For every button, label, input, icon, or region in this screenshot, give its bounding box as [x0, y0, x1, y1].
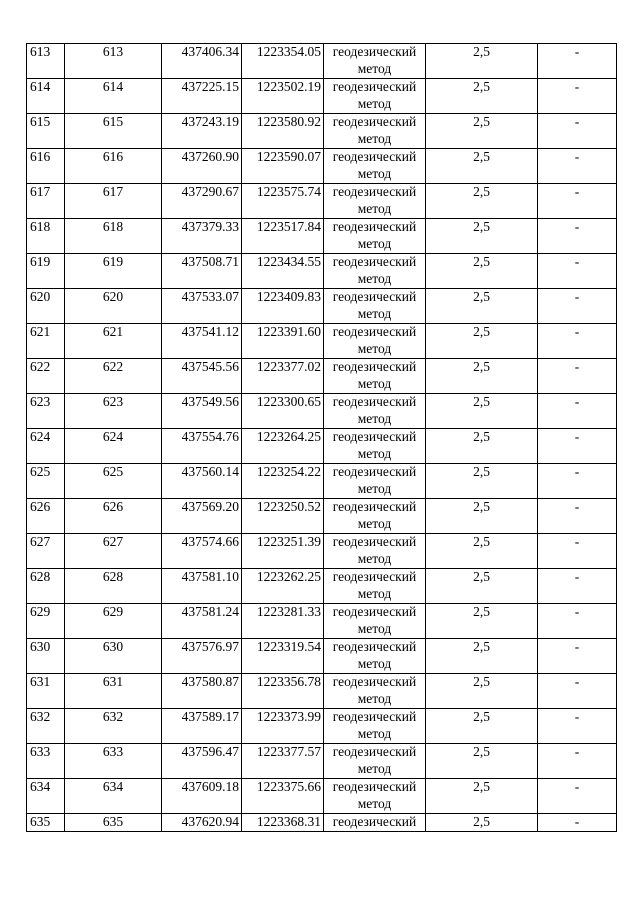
description-cell: - — [538, 149, 617, 184]
table-row — [27, 464, 617, 499]
table-row — [27, 79, 617, 114]
description-cell: - — [538, 604, 617, 639]
point-number-cell: 619 — [27, 254, 65, 289]
method-cell — [324, 219, 426, 254]
accuracy-cell: 2,5 — [426, 44, 538, 79]
coordinates-table — [26, 43, 617, 832]
method-line-1: геодезический — [332, 114, 417, 129]
point-number-cell: 627 — [27, 534, 65, 569]
point-number-repeat-cell: 625 — [65, 464, 162, 499]
method-cell — [324, 289, 426, 324]
method-cell — [324, 604, 426, 639]
method-line-2: метод — [357, 235, 392, 251]
table-row — [27, 44, 617, 79]
table-row — [27, 534, 617, 569]
accuracy-cell: 2,5 — [426, 639, 538, 674]
y-coordinate-cell: 1223300.65 — [242, 394, 324, 429]
method-line-2: метод — [357, 690, 392, 706]
method-cell — [324, 79, 426, 114]
x-coordinate-cell: 437560.14 — [162, 464, 242, 499]
method-line-2: метод — [357, 305, 392, 321]
method-cell — [324, 534, 426, 569]
x-coordinate-cell: 437581.10 — [162, 569, 242, 604]
method-cell — [324, 744, 426, 779]
point-number-repeat-cell: 628 — [65, 569, 162, 604]
method-line-1: геодезический — [332, 744, 417, 759]
description-cell: - — [538, 184, 617, 219]
method-line-2: метод — [357, 515, 392, 531]
point-number-cell: 623 — [27, 394, 65, 429]
y-coordinate-cell: 1223354.05 — [242, 44, 324, 79]
table-row — [27, 429, 617, 464]
method-line-1: геодезический — [332, 814, 417, 829]
description-cell: - — [538, 219, 617, 254]
method-cell — [324, 429, 426, 464]
point-number-cell: 635 — [27, 814, 65, 832]
coordinates-table-body — [27, 44, 617, 832]
description-cell: - — [538, 534, 617, 569]
point-number-repeat-cell: 631 — [65, 674, 162, 709]
method-line-1: геодезический — [332, 324, 417, 339]
method-cell — [324, 709, 426, 744]
point-number-repeat-cell: 635 — [65, 814, 162, 832]
table-row — [27, 744, 617, 779]
method-cell — [324, 324, 426, 359]
accuracy-cell: 2,5 — [426, 79, 538, 114]
y-coordinate-cell: 1223590.07 — [242, 149, 324, 184]
point-number-repeat-cell: 617 — [65, 184, 162, 219]
method-line-1: геодезический — [332, 534, 417, 549]
point-number-cell: 616 — [27, 149, 65, 184]
method-line-2: метод — [357, 795, 392, 811]
y-coordinate-cell: 1223251.39 — [242, 534, 324, 569]
accuracy-cell: 2,5 — [426, 149, 538, 184]
y-coordinate-cell: 1223356.78 — [242, 674, 324, 709]
x-coordinate-cell: 437576.97 — [162, 639, 242, 674]
description-cell: - — [538, 359, 617, 394]
y-coordinate-cell: 1223377.57 — [242, 744, 324, 779]
accuracy-cell: 2,5 — [426, 604, 538, 639]
table-row — [27, 709, 617, 744]
method-cell — [324, 639, 426, 674]
method-line-2: метод — [357, 585, 392, 601]
method-line-1: геодезический — [332, 499, 417, 514]
point-number-cell: 618 — [27, 219, 65, 254]
y-coordinate-cell: 1223580.92 — [242, 114, 324, 149]
point-number-cell: 628 — [27, 569, 65, 604]
table-row — [27, 289, 617, 324]
method-line-2: метод — [357, 95, 392, 111]
method-line-2: метод — [357, 480, 392, 496]
x-coordinate-cell: 437620.94 — [162, 814, 242, 832]
method-line-1: геодезический — [332, 359, 417, 374]
x-coordinate-cell: 437609.18 — [162, 779, 242, 814]
table-row — [27, 674, 617, 709]
method-cell — [324, 254, 426, 289]
accuracy-cell: 2,5 — [426, 114, 538, 149]
y-coordinate-cell: 1223264.25 — [242, 429, 324, 464]
method-line-2: метод — [357, 130, 392, 146]
description-cell: - — [538, 114, 617, 149]
accuracy-cell: 2,5 — [426, 744, 538, 779]
point-number-cell: 615 — [27, 114, 65, 149]
method-cell — [324, 359, 426, 394]
point-number-cell: 620 — [27, 289, 65, 324]
method-line-1: геодезический — [332, 779, 417, 794]
point-number-cell: 622 — [27, 359, 65, 394]
method-line-2: метод — [357, 270, 392, 286]
accuracy-cell: 2,5 — [426, 219, 538, 254]
accuracy-cell: 2,5 — [426, 429, 538, 464]
y-coordinate-cell: 1223517.84 — [242, 219, 324, 254]
method-line-1: геодезический — [332, 184, 417, 199]
method-line-1: геодезический — [332, 289, 417, 304]
description-cell: - — [538, 254, 617, 289]
method-line-1: геодезический — [332, 79, 417, 94]
method-line-1: геодезический — [332, 604, 417, 619]
x-coordinate-cell: 437290.67 — [162, 184, 242, 219]
description-cell: - — [538, 394, 617, 429]
method-line-2: метод — [357, 725, 392, 741]
method-line-1: геодезический — [332, 149, 417, 164]
y-coordinate-cell: 1223262.25 — [242, 569, 324, 604]
accuracy-cell: 2,5 — [426, 184, 538, 219]
x-coordinate-cell: 437580.87 — [162, 674, 242, 709]
table-row — [27, 639, 617, 674]
y-coordinate-cell: 1223377.02 — [242, 359, 324, 394]
table-row — [27, 499, 617, 534]
method-line-1: геодезический — [332, 394, 417, 409]
accuracy-cell: 2,5 — [426, 254, 538, 289]
table-row — [27, 394, 617, 429]
x-coordinate-cell: 437379.33 — [162, 219, 242, 254]
method-line-1: геодезический — [332, 254, 417, 269]
x-coordinate-cell: 437581.24 — [162, 604, 242, 639]
method-line-1: геодезический — [332, 219, 417, 234]
point-number-cell: 634 — [27, 779, 65, 814]
point-number-repeat-cell: 616 — [65, 149, 162, 184]
method-cell — [324, 184, 426, 219]
accuracy-cell: 2,5 — [426, 324, 538, 359]
description-cell: - — [538, 674, 617, 709]
description-cell: - — [538, 779, 617, 814]
point-number-cell: 625 — [27, 464, 65, 499]
y-coordinate-cell: 1223575.74 — [242, 184, 324, 219]
point-number-repeat-cell: 615 — [65, 114, 162, 149]
table-row — [27, 569, 617, 604]
description-cell: - — [538, 79, 617, 114]
method-cell — [324, 569, 426, 604]
y-coordinate-cell: 1223502.19 — [242, 79, 324, 114]
point-number-repeat-cell: 619 — [65, 254, 162, 289]
method-cell — [324, 149, 426, 184]
point-number-cell: 626 — [27, 499, 65, 534]
description-cell: - — [538, 639, 617, 674]
description-cell: - — [538, 44, 617, 79]
table-row — [27, 254, 617, 289]
point-number-cell: 621 — [27, 324, 65, 359]
point-number-repeat-cell: 632 — [65, 709, 162, 744]
method-line-1: геодезический — [332, 569, 417, 584]
method-cell — [324, 464, 426, 499]
method-line-1: геодезический — [332, 639, 417, 654]
point-number-repeat-cell: 621 — [65, 324, 162, 359]
accuracy-cell: 2,5 — [426, 394, 538, 429]
method-line-2: метод — [357, 620, 392, 636]
point-number-cell: 632 — [27, 709, 65, 744]
table-row — [27, 324, 617, 359]
method-cell — [324, 394, 426, 429]
x-coordinate-cell: 437260.90 — [162, 149, 242, 184]
method-line-2: метод — [357, 445, 392, 461]
point-number-repeat-cell: 623 — [65, 394, 162, 429]
description-cell: - — [538, 744, 617, 779]
accuracy-cell: 2,5 — [426, 779, 538, 814]
accuracy-cell: 2,5 — [426, 359, 538, 394]
point-number-repeat-cell: 634 — [65, 779, 162, 814]
description-cell: - — [538, 814, 617, 832]
point-number-repeat-cell: 620 — [65, 289, 162, 324]
x-coordinate-cell: 437541.12 — [162, 324, 242, 359]
point-number-repeat-cell: 613 — [65, 44, 162, 79]
method-cell — [324, 814, 426, 832]
point-number-repeat-cell: 629 — [65, 604, 162, 639]
x-coordinate-cell: 437569.20 — [162, 499, 242, 534]
method-line-1: геодезический — [332, 709, 417, 724]
method-line-1: геодезический — [332, 429, 417, 444]
x-coordinate-cell: 437545.56 — [162, 359, 242, 394]
table-row — [27, 814, 617, 832]
x-coordinate-cell: 437596.47 — [162, 744, 242, 779]
description-cell: - — [538, 709, 617, 744]
accuracy-cell: 2,5 — [426, 534, 538, 569]
description-cell: - — [538, 429, 617, 464]
method-cell — [324, 779, 426, 814]
description-cell: - — [538, 499, 617, 534]
table-row — [27, 779, 617, 814]
y-coordinate-cell: 1223368.31 — [242, 814, 324, 832]
table-row — [27, 149, 617, 184]
method-line-2: метод — [357, 760, 392, 776]
description-cell: - — [538, 569, 617, 604]
table-row — [27, 359, 617, 394]
accuracy-cell: 2,5 — [426, 709, 538, 744]
point-number-repeat-cell: 622 — [65, 359, 162, 394]
accuracy-cell: 2,5 — [426, 464, 538, 499]
method-line-1: геодезический — [332, 674, 417, 689]
table-row — [27, 114, 617, 149]
point-number-cell: 630 — [27, 639, 65, 674]
y-coordinate-cell: 1223281.33 — [242, 604, 324, 639]
x-coordinate-cell: 437508.71 — [162, 254, 242, 289]
y-coordinate-cell: 1223373.99 — [242, 709, 324, 744]
y-coordinate-cell: 1223409.83 — [242, 289, 324, 324]
method-line-2: метод — [357, 200, 392, 216]
point-number-cell: 617 — [27, 184, 65, 219]
y-coordinate-cell: 1223391.60 — [242, 324, 324, 359]
x-coordinate-cell: 437549.56 — [162, 394, 242, 429]
method-line-2: метод — [357, 410, 392, 426]
accuracy-cell: 2,5 — [426, 814, 538, 832]
table-row — [27, 219, 617, 254]
x-coordinate-cell: 437589.17 — [162, 709, 242, 744]
point-number-repeat-cell: 618 — [65, 219, 162, 254]
x-coordinate-cell: 437533.07 — [162, 289, 242, 324]
description-cell: - — [538, 289, 617, 324]
x-coordinate-cell: 437406.34 — [162, 44, 242, 79]
x-coordinate-cell: 437225.15 — [162, 79, 242, 114]
description-cell: - — [538, 464, 617, 499]
point-number-cell: 613 — [27, 44, 65, 79]
method-cell — [324, 674, 426, 709]
point-number-repeat-cell: 627 — [65, 534, 162, 569]
point-number-cell: 631 — [27, 674, 65, 709]
description-cell: - — [538, 324, 617, 359]
table-row — [27, 604, 617, 639]
table-row — [27, 184, 617, 219]
method-line-1: геодезический — [332, 44, 417, 59]
point-number-repeat-cell: 630 — [65, 639, 162, 674]
method-line-2: метод — [357, 340, 392, 356]
accuracy-cell: 2,5 — [426, 289, 538, 324]
method-line-2: метод — [357, 655, 392, 671]
accuracy-cell: 2,5 — [426, 499, 538, 534]
point-number-cell: 633 — [27, 744, 65, 779]
point-number-repeat-cell: 633 — [65, 744, 162, 779]
point-number-repeat-cell: 626 — [65, 499, 162, 534]
method-cell — [324, 44, 426, 79]
method-cell — [324, 114, 426, 149]
method-line-2: метод — [357, 550, 392, 566]
y-coordinate-cell: 1223319.54 — [242, 639, 324, 674]
point-number-cell: 624 — [27, 429, 65, 464]
y-coordinate-cell: 1223434.55 — [242, 254, 324, 289]
point-number-cell: 629 — [27, 604, 65, 639]
x-coordinate-cell: 437243.19 — [162, 114, 242, 149]
point-number-repeat-cell: 624 — [65, 429, 162, 464]
y-coordinate-cell: 1223375.66 — [242, 779, 324, 814]
method-line-1: геодезический — [332, 464, 417, 479]
method-line-2: метод — [357, 375, 392, 391]
y-coordinate-cell: 1223254.22 — [242, 464, 324, 499]
method-cell — [324, 499, 426, 534]
accuracy-cell: 2,5 — [426, 674, 538, 709]
method-line-2: метод — [357, 165, 392, 181]
point-number-repeat-cell: 614 — [65, 79, 162, 114]
x-coordinate-cell: 437574.66 — [162, 534, 242, 569]
point-number-cell: 614 — [27, 79, 65, 114]
accuracy-cell: 2,5 — [426, 569, 538, 604]
x-coordinate-cell: 437554.76 — [162, 429, 242, 464]
y-coordinate-cell: 1223250.52 — [242, 499, 324, 534]
method-line-2: метод — [357, 60, 392, 76]
